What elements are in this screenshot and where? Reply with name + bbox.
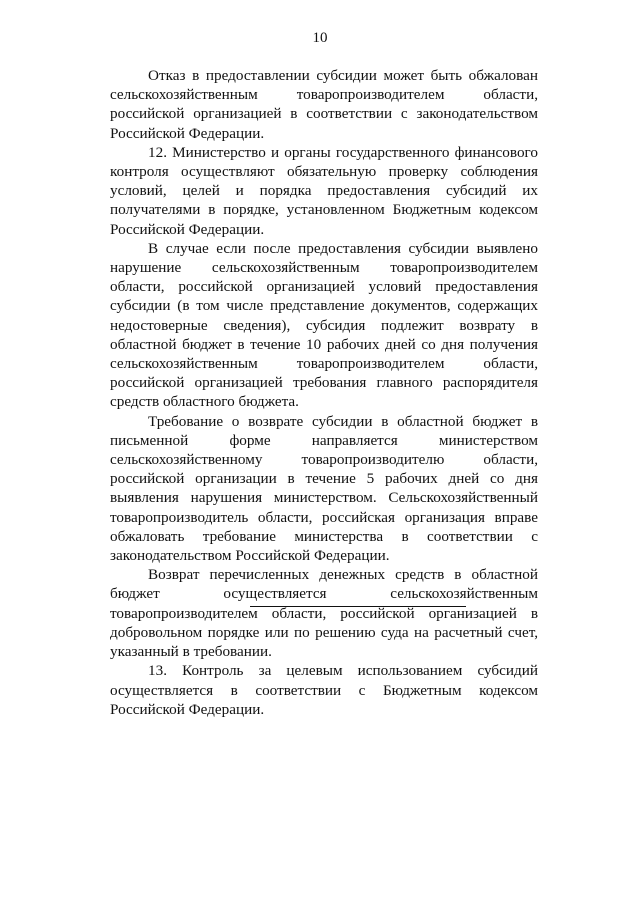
paragraph-appeal-refusal: Отказ в предоставлении субсидии может быть обжалован сельскохозяйственным товаропроизводителем области, российской организацией в соответствии с законодательством Российской Федерации. [110,67,538,142]
paragraph-refund-procedure: Возврат перечисленных денежных средств в областной бюджет осуществляется сельскохозяйственным товаропроизводителем области, российской организацией в добровольном порядке или по решению суда на расчетный счет, указанный в требовании. [110,566,538,661]
paragraph-return-demand: Требование о возврате субсидии в областной бюджет в письменной форме направляется министерством сельскохозяйственному товаропроизводителю области, российской организации в течение 5 рабочих дней со дня выявления нарушения министерством. Сельскохозяйственный товаропроизводитель области, российская организация вправе обжаловать требование министерства в соответствии с законодательством Российской Федерации. [110,412,538,565]
page-number: 10 [312,30,328,46]
paragraph-violation-return: В случае если после предоставления субсидии выявлено нарушение сельскохозяйственным товаропроизводителем области, российской организацией условий предоставления субсидии (в том числе представление документов, содержащих недостоверные сведения), субсидия подлежит возврату в областной бюджет в течение 10 рабочих дней со дня получения сельскохозяйственным товаропроизводителем области, российской организацией требования главного распорядителя средств областного бюджета. [110,239,538,411]
paragraph-13-target-use-control: 13. Контроль за целевым использованием субсидий осуществляется в соответствии с Бюджетным кодексом Российской Федерации. [110,662,538,718]
end-of-document-rule [250,606,466,607]
paragraph-12-compliance-check: 12. Министерство и органы государственного финансового контроля осуществляют обязательную проверку соблюдения условий, целей и порядка предоставления субсидий их получателями в порядке, установленном Бюджетным кодексом Российской Федерации. [110,143,538,238]
document-body [110,66,538,719]
